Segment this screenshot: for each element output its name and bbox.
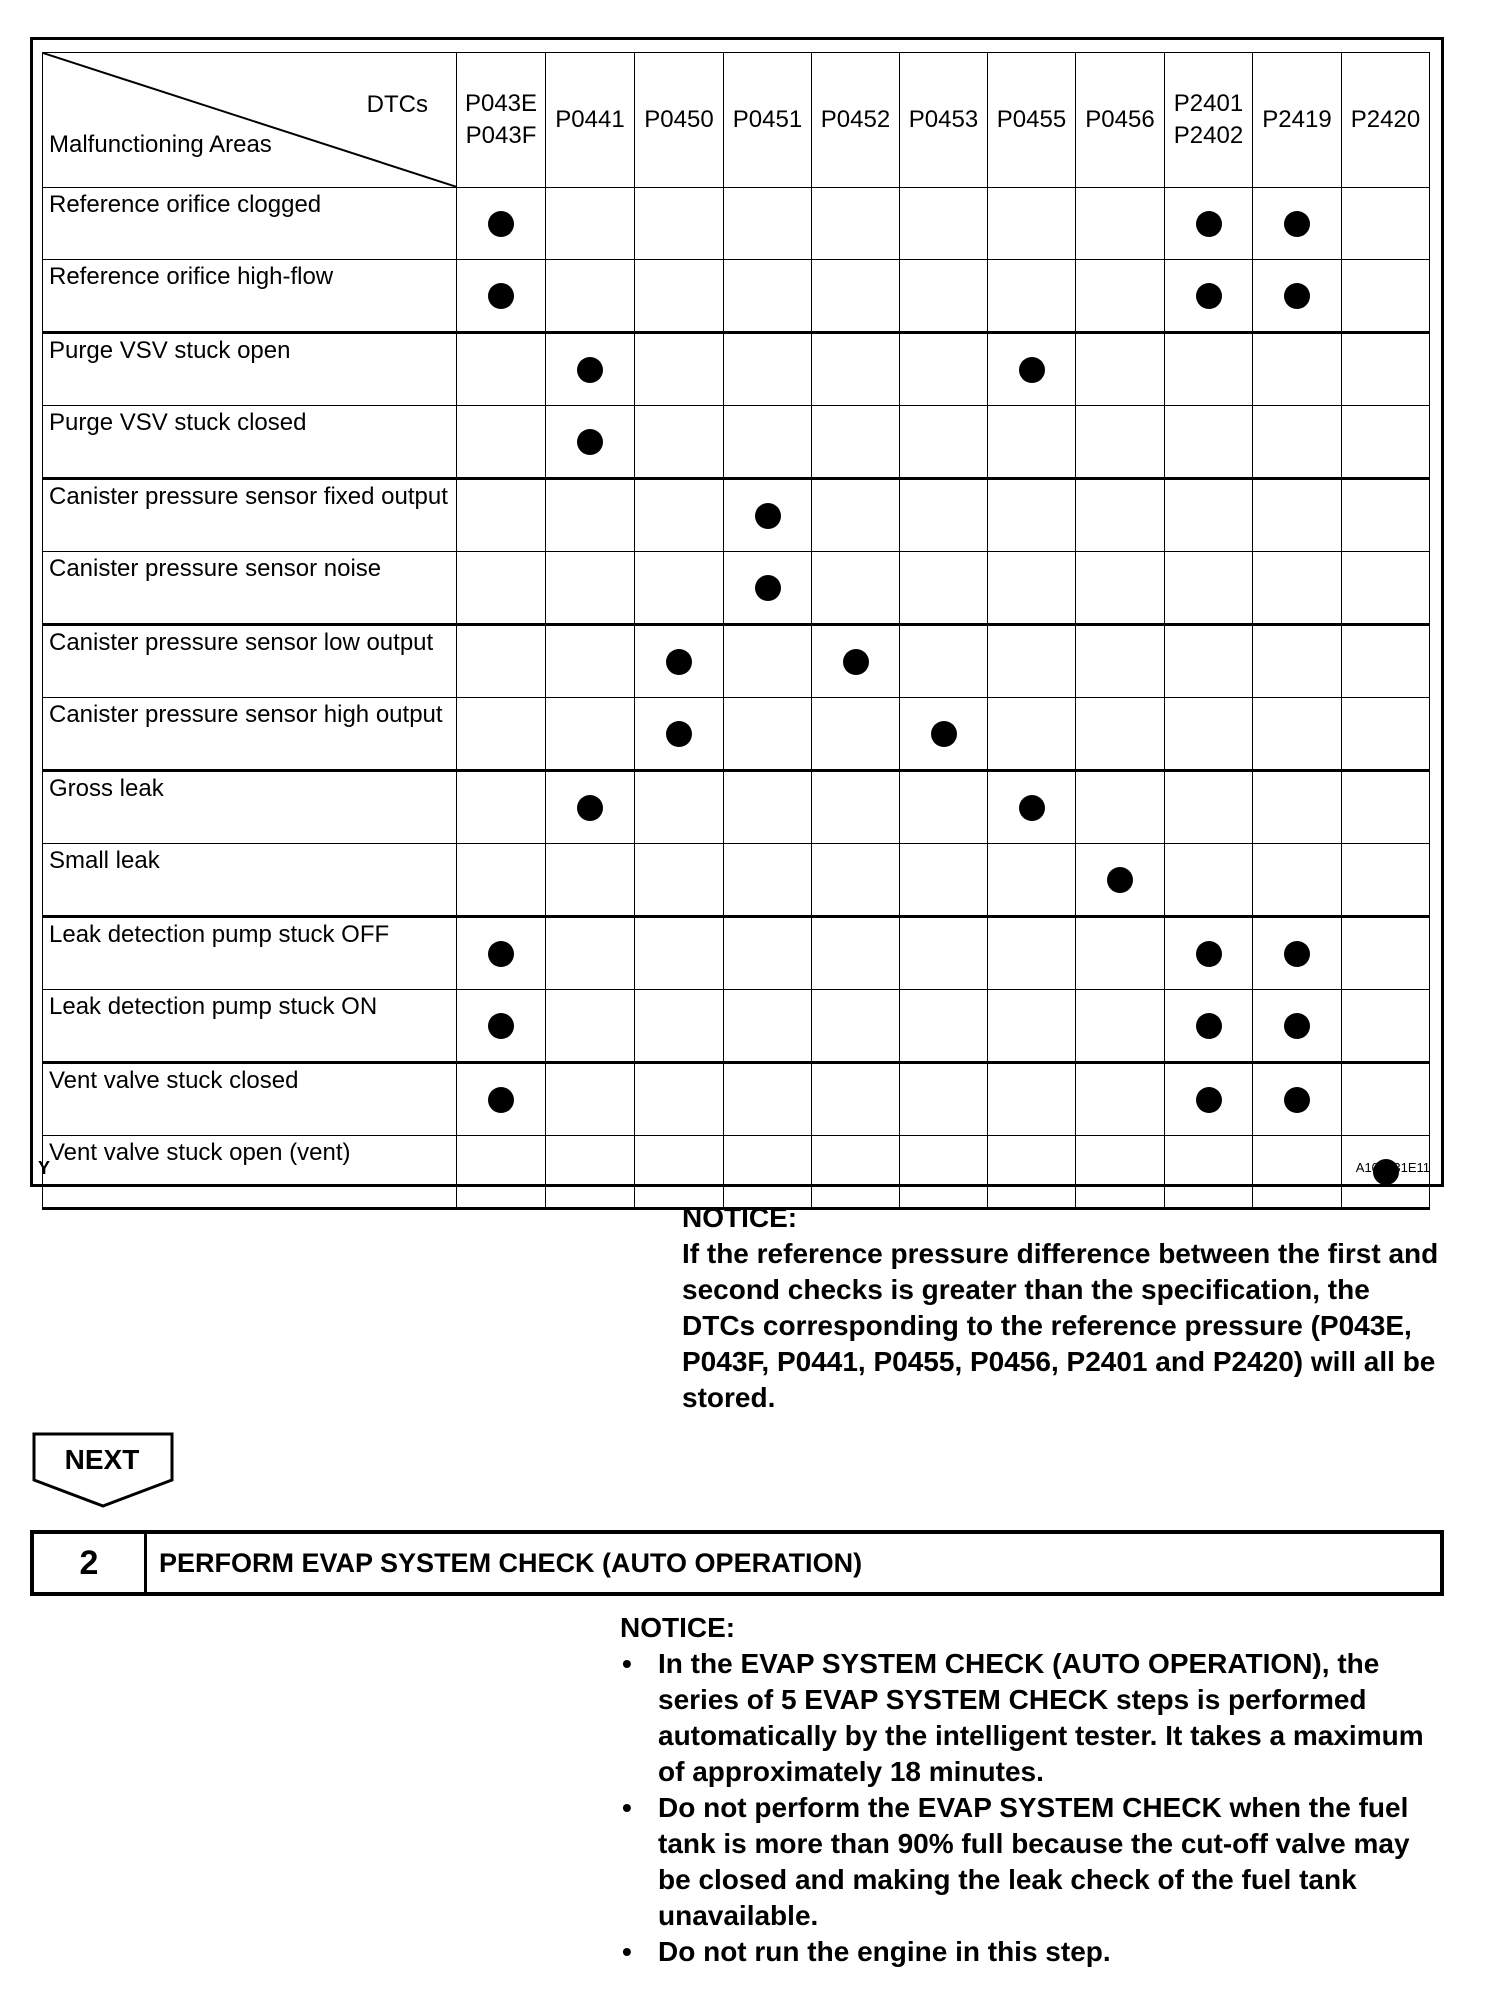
dtc-column-header <box>457 53 546 188</box>
matrix-cell <box>1342 990 1430 1063</box>
malfunction-area: Leak detection pump stuck OFF <box>43 917 457 990</box>
dtc-column-header <box>988 53 1076 188</box>
matrix-cell <box>1076 698 1165 771</box>
dtc-code: P2401 <box>1173 90 1244 117</box>
matrix-cell <box>1165 1063 1253 1136</box>
matrix-cell <box>546 771 635 844</box>
matrix-cell <box>988 698 1076 771</box>
matrix-cell <box>812 1136 900 1209</box>
matrix-cell <box>1165 406 1253 479</box>
matrix-cell <box>635 188 724 260</box>
matrix-cell <box>900 1063 988 1136</box>
matrix-cell <box>1342 333 1430 406</box>
matrix-cell <box>1076 917 1165 990</box>
matrix-cell <box>1253 771 1342 844</box>
matrix-cell <box>988 1063 1076 1136</box>
matrix-cell <box>900 260 988 333</box>
matrix-cell <box>1165 188 1253 260</box>
matrix-cell <box>457 479 546 552</box>
matrix-cell <box>457 1136 546 1209</box>
matrix-cell <box>900 917 988 990</box>
dtc-column-header <box>1253 53 1342 188</box>
table-row <box>43 260 1430 333</box>
matrix-cell <box>1253 990 1342 1063</box>
filled-circle-icon <box>577 357 603 383</box>
filled-circle-icon <box>1019 357 1045 383</box>
matrix-cell <box>546 990 635 1063</box>
matrix-cell <box>1342 771 1430 844</box>
matrix-cell <box>812 917 900 990</box>
matrix-cell <box>1253 917 1342 990</box>
matrix-cell <box>724 552 812 625</box>
dtc-column-header <box>724 53 812 188</box>
matrix-cell <box>988 625 1076 698</box>
matrix-cell <box>1342 552 1430 625</box>
filled-circle-icon <box>577 429 603 455</box>
filled-circle-icon <box>488 941 514 967</box>
matrix-cell <box>1076 1136 1165 1209</box>
matrix-cell <box>1165 771 1253 844</box>
matrix-cell <box>988 917 1076 990</box>
next-button[interactable] <box>32 1432 174 1513</box>
matrix-cell <box>988 260 1076 333</box>
dtc-code: P0453 <box>908 106 979 133</box>
matrix-cell <box>635 479 724 552</box>
matrix-cell <box>635 990 724 1063</box>
matrix-cell <box>546 552 635 625</box>
dtc-code: P043E <box>464 90 538 117</box>
matrix-cell <box>724 1136 812 1209</box>
filled-circle-icon <box>755 575 781 601</box>
table-row <box>43 406 1430 479</box>
matrix-cell <box>812 552 900 625</box>
matrix-cell <box>1165 625 1253 698</box>
figure-footer-y: Y <box>38 1158 51 1178</box>
table-row <box>43 1063 1430 1136</box>
matrix-cell <box>457 406 546 479</box>
matrix-cell <box>812 406 900 479</box>
dtc-column-header <box>1342 53 1430 188</box>
malfunction-area: Reference orifice high-flow <box>43 260 457 333</box>
matrix-cell <box>635 917 724 990</box>
matrix-cell <box>812 625 900 698</box>
dtc-code: P2419 <box>1262 106 1332 133</box>
matrix-cell <box>812 479 900 552</box>
matrix-cell <box>457 698 546 771</box>
matrix-cell <box>988 188 1076 260</box>
matrix-cell <box>1253 333 1342 406</box>
matrix-cell <box>1165 552 1253 625</box>
matrix-cell <box>724 406 812 479</box>
step-title: PERFORM EVAP SYSTEM CHECK (AUTO OPERATION) <box>159 1547 863 1578</box>
dtc-code: P0441 <box>555 106 625 133</box>
matrix-cell <box>900 333 988 406</box>
filled-circle-icon <box>488 283 514 309</box>
matrix-cell <box>812 771 900 844</box>
matrix-cell <box>546 844 635 917</box>
notice-body: If the reference pressure difference between the first and second checks is greater than the specification, the DTCs corresponding to the reference pressure (P043E, P043F, P0441, P0455, P0456, P2401 and P2420) will all be stored. <box>682 1238 1439 1413</box>
matrix-cell <box>1076 552 1165 625</box>
table-row <box>43 698 1430 771</box>
table-row <box>43 917 1430 990</box>
matrix-cell <box>1076 333 1165 406</box>
malfunctioning-areas-label: Malfunctioning Areas <box>49 131 272 158</box>
filled-circle-icon <box>843 649 869 675</box>
malfunction-area: Canister pressure sensor noise <box>43 552 457 625</box>
table-row <box>43 771 1430 844</box>
filled-circle-icon <box>1019 795 1045 821</box>
dtc-column-header <box>635 53 724 188</box>
matrix-cell <box>635 771 724 844</box>
filled-circle-icon <box>666 721 692 747</box>
matrix-cell <box>900 552 988 625</box>
dtc-code: P0450 <box>644 106 714 133</box>
filled-circle-icon <box>1284 211 1310 237</box>
malfunction-area: Small leak <box>43 844 457 917</box>
next-label: NEXT <box>64 1444 140 1475</box>
matrix-cell <box>724 1063 812 1136</box>
notice-reference-pressure <box>682 1200 1442 1416</box>
matrix-cell <box>900 625 988 698</box>
matrix-cell <box>988 990 1076 1063</box>
matrix-cell <box>724 844 812 917</box>
matrix-cell <box>635 1136 724 1209</box>
matrix-cell <box>1342 406 1430 479</box>
matrix-cell <box>988 406 1076 479</box>
table-row <box>43 1136 1430 1209</box>
matrix-cell <box>900 479 988 552</box>
notice-item: • Do not perform the EVAP SYSTEM CHECK when the fuel tank is more than 90% full because the cut-off valve may be closed and making the leak check of the fuel tank unavailable. <box>620 1790 1450 1934</box>
matrix-cell <box>546 406 635 479</box>
matrix-cell <box>812 698 900 771</box>
corner-header <box>43 53 457 188</box>
step-number: 2 <box>34 1534 147 1592</box>
notice-item: • In the EVAP SYSTEM CHECK (AUTO OPERATION), the series of 5 EVAP SYSTEM CHECK steps is performed automatically by the intelligent tester. It takes a maximum of approximately 18 minutes. <box>620 1646 1450 1790</box>
dtc-code: P2420 <box>1350 106 1421 133</box>
notice-evap-check <box>620 1610 1450 1970</box>
filled-circle-icon <box>1284 283 1310 309</box>
matrix-cell <box>1076 990 1165 1063</box>
matrix-cell <box>546 333 635 406</box>
matrix-cell <box>635 260 724 333</box>
matrix-cell <box>1342 260 1430 333</box>
notice-heading: NOTICE: <box>620 1612 736 1643</box>
filled-circle-icon <box>488 1013 514 1039</box>
matrix-cell <box>1076 771 1165 844</box>
malfunction-area: Canister pressure sensor high output <box>43 698 457 771</box>
matrix-cell <box>1165 917 1253 990</box>
dtc-code: P2402 <box>1173 122 1244 149</box>
table-row <box>43 552 1430 625</box>
matrix-cell <box>812 260 900 333</box>
matrix-cell <box>457 260 546 333</box>
matrix-cell <box>988 333 1076 406</box>
matrix-cell <box>1076 625 1165 698</box>
matrix-cell <box>1165 260 1253 333</box>
filled-circle-icon <box>1196 1087 1222 1113</box>
matrix-cell <box>1342 698 1430 771</box>
matrix-cell <box>546 260 635 333</box>
matrix-cell <box>457 844 546 917</box>
matrix-cell <box>1165 698 1253 771</box>
matrix-cell <box>1165 1136 1253 1209</box>
matrix-cell <box>724 188 812 260</box>
matrix-cell <box>1342 1063 1430 1136</box>
matrix-cell <box>988 1136 1076 1209</box>
matrix-cell <box>1253 406 1342 479</box>
dtc-column-header <box>1165 53 1253 188</box>
notice-heading: NOTICE: <box>682 1202 798 1233</box>
figure-id: A106731E11 <box>1355 1160 1430 1175</box>
filled-circle-icon <box>1284 1087 1310 1113</box>
table-row <box>43 625 1430 698</box>
matrix-cell <box>900 844 988 917</box>
matrix-cell <box>546 1136 635 1209</box>
matrix-cell <box>635 333 724 406</box>
matrix-cell <box>1076 188 1165 260</box>
dtcs-label: DTCs <box>366 91 428 118</box>
matrix-cell <box>812 333 900 406</box>
matrix-cell <box>1342 844 1430 917</box>
notice-item: • Do not run the engine in this step. <box>620 1934 1450 1970</box>
matrix-cell <box>900 990 988 1063</box>
matrix-cell <box>457 1063 546 1136</box>
filled-circle-icon <box>755 503 781 529</box>
malfunction-area: Leak detection pump stuck ON <box>43 990 457 1063</box>
matrix-cell <box>988 479 1076 552</box>
matrix-cell <box>1342 917 1430 990</box>
matrix-cell <box>1165 333 1253 406</box>
matrix-cell <box>457 771 546 844</box>
matrix-cell <box>724 479 812 552</box>
filled-circle-icon <box>1196 941 1222 967</box>
matrix-cell <box>457 917 546 990</box>
dtc-code: P0451 <box>732 106 803 133</box>
dtc-column-header <box>900 53 988 188</box>
step-header <box>30 1530 1444 1596</box>
matrix-cell <box>812 188 900 260</box>
matrix-cell <box>812 1063 900 1136</box>
matrix-cell <box>900 188 988 260</box>
matrix-cell <box>1076 260 1165 333</box>
filled-circle-icon <box>931 721 957 747</box>
dtc-code: P0456 <box>1085 106 1155 133</box>
matrix-cell <box>988 771 1076 844</box>
matrix-cell <box>457 552 546 625</box>
filled-circle-icon <box>666 649 692 675</box>
table-row <box>43 990 1430 1063</box>
malfunction-area: Gross leak <box>43 771 457 844</box>
matrix-cell <box>1342 479 1430 552</box>
matrix-cell <box>900 771 988 844</box>
filled-circle-icon <box>1107 867 1133 893</box>
malfunction-area: Reference orifice clogged <box>43 188 457 260</box>
dtc-column-header <box>546 53 635 188</box>
matrix-cell <box>1253 479 1342 552</box>
matrix-cell <box>900 406 988 479</box>
matrix-cell <box>457 990 546 1063</box>
matrix-cell <box>1165 844 1253 917</box>
matrix-cell <box>1253 260 1342 333</box>
malfunction-area: Vent valve stuck closed <box>43 1063 457 1136</box>
malfunction-area: Purge VSV stuck open <box>43 333 457 406</box>
matrix-cell <box>988 552 1076 625</box>
filled-circle-icon <box>1196 1013 1222 1039</box>
matrix-cell <box>546 1063 635 1136</box>
matrix-cell <box>457 188 546 260</box>
matrix-cell <box>1165 479 1253 552</box>
matrix-cell <box>635 698 724 771</box>
matrix-cell <box>724 917 812 990</box>
matrix-cell <box>1253 698 1342 771</box>
filled-circle-icon <box>488 211 514 237</box>
matrix-cell <box>1253 1063 1342 1136</box>
matrix-cell <box>546 479 635 552</box>
matrix-cell <box>546 698 635 771</box>
matrix-cell <box>1342 625 1430 698</box>
filled-circle-icon <box>1284 941 1310 967</box>
matrix-cell <box>1253 844 1342 917</box>
dtc-code: P0455 <box>996 106 1067 133</box>
matrix-cell <box>635 552 724 625</box>
matrix-cell <box>724 625 812 698</box>
matrix-cell <box>988 844 1076 917</box>
table-row <box>43 333 1430 406</box>
matrix-cell <box>457 333 546 406</box>
matrix-cell <box>546 188 635 260</box>
notice-list <box>620 1646 1450 1970</box>
dtc-column-header <box>812 53 900 188</box>
matrix-cell <box>635 1063 724 1136</box>
matrix-cell <box>812 990 900 1063</box>
malfunction-area: Canister pressure sensor low output <box>43 625 457 698</box>
filled-circle-icon <box>1284 1013 1310 1039</box>
matrix-cell <box>1076 844 1165 917</box>
matrix-cell <box>1342 188 1430 260</box>
filled-circle-icon <box>488 1087 514 1113</box>
table-row <box>43 479 1430 552</box>
filled-circle-icon <box>1196 283 1222 309</box>
table-row <box>43 188 1430 260</box>
matrix-cell <box>457 625 546 698</box>
matrix-cell <box>546 625 635 698</box>
matrix-cell <box>900 1136 988 1209</box>
dtc-code: P043F <box>465 122 537 149</box>
malfunction-area: Canister pressure sensor fixed output <box>43 479 457 552</box>
matrix-cell <box>1253 552 1342 625</box>
matrix-cell <box>1253 625 1342 698</box>
matrix-cell <box>635 406 724 479</box>
matrix-cell <box>724 333 812 406</box>
matrix-cell <box>1165 990 1253 1063</box>
table-row <box>43 844 1430 917</box>
matrix-cell <box>635 844 724 917</box>
dtc-matrix-table <box>42 52 1430 1210</box>
matrix-cell <box>724 260 812 333</box>
matrix-cell <box>546 917 635 990</box>
header-row <box>43 53 1430 188</box>
matrix-cell <box>1253 1136 1342 1209</box>
matrix-cell <box>724 698 812 771</box>
malfunction-area: Vent valve stuck open (vent) <box>43 1136 457 1209</box>
matrix-cell <box>1253 188 1342 260</box>
matrix-cell <box>724 771 812 844</box>
matrix-cell <box>635 625 724 698</box>
dtc-column-header <box>1076 53 1165 188</box>
matrix-cell <box>1076 479 1165 552</box>
matrix-cell <box>1076 1063 1165 1136</box>
malfunction-area: Purge VSV stuck closed <box>43 406 457 479</box>
matrix-cell <box>724 990 812 1063</box>
dtc-code: P0452 <box>820 106 891 133</box>
matrix-cell <box>900 698 988 771</box>
filled-circle-icon <box>1196 211 1222 237</box>
matrix-cell <box>1076 406 1165 479</box>
filled-circle-icon <box>577 795 603 821</box>
matrix-cell <box>812 844 900 917</box>
